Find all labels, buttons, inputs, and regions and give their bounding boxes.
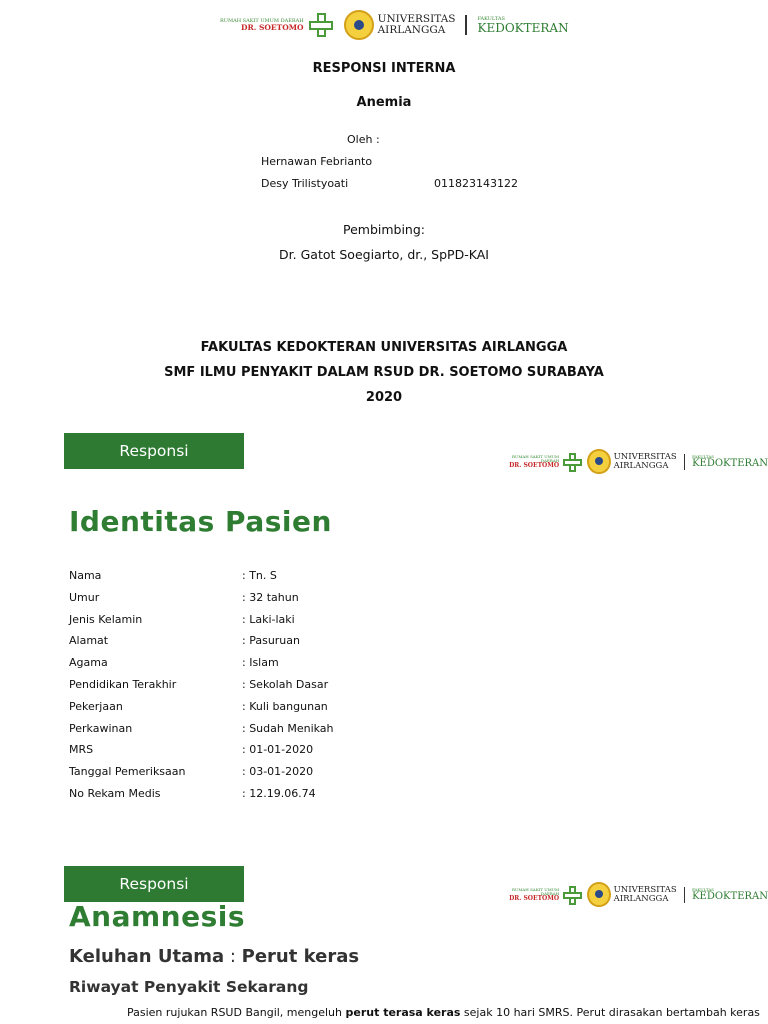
hospital-cross-icon [562, 452, 580, 472]
history-heading: Riwayat Penyakit Sekarang [69, 978, 309, 996]
author-name: Hernawan Febrianto [261, 155, 373, 168]
document-topic: Anemia [356, 95, 412, 110]
institution-line: SMF ILMU PENYAKIT DALAM RSUD DR. SOETOMO SURABAYA [164, 365, 604, 380]
author-name: Desy Trilistyoati [261, 177, 349, 190]
institution-logo: RUMAH SAKIT UMUM DAERAH DR. SOETOMO UNIVERSITAS AIRLANGGA FAKULTAS KEDOKTERAN [498, 882, 768, 907]
university-seal-icon [587, 449, 610, 474]
chief-complaint-label: Keluhan Utama [69, 946, 225, 967]
hospital-cross-icon [562, 885, 580, 905]
row-label: Pendidikan Terakhir [69, 678, 177, 691]
section-heading: Identitas Pasien [69, 505, 332, 538]
history-paragraph: Pasien rujukan RSUD Bangil, mengeluh perut terasa keras sejak 10 hari SMRS. Perut dirasakan bertambah keras [127, 1006, 760, 1019]
university-seal-icon [587, 882, 610, 907]
author-id: 011823143122 [434, 177, 518, 190]
row-value: : Islam [242, 656, 279, 670]
supervisor-label: Pembimbing: [342, 222, 426, 237]
row-label: MRS [69, 743, 94, 757]
row-label: Tanggal Pemeriksaan [69, 765, 186, 779]
row-value: : Kuli bangunan [242, 699, 328, 713]
row-value: : Tn. S [242, 569, 277, 582]
document-year: 2020 [365, 390, 403, 405]
logo-divider [684, 887, 685, 903]
institution-logo: RUMAH SAKIT UMUM DAERAH DR. SOETOMO UNIVERSITAS AIRLANGGA FAKULTAS KEDOKTERAN [220, 10, 569, 40]
chief-complaint: Keluhan Utama : Perut keras [69, 946, 360, 967]
chief-complaint-value: Perut keras [241, 946, 360, 967]
supervisor-name: Dr. Gatot Soegiarto, dr., SpPD-KAI [279, 247, 489, 262]
section-tag: Responsi [64, 433, 244, 469]
by-label: Oleh : [347, 133, 380, 146]
logo-divider [465, 15, 467, 35]
row-value: : 12.19.06.74 [242, 787, 316, 800]
section-tag: Responsi [64, 866, 244, 902]
logo-divider [684, 454, 685, 470]
row-value: : Sudah Menikah [242, 721, 334, 735]
university-seal-icon [344, 10, 374, 40]
hospital-cross-icon [308, 12, 334, 38]
row-label: Umur [69, 590, 100, 604]
row-label: Agama [69, 656, 108, 670]
row-label: Nama [69, 569, 102, 582]
institution-logo: RUMAH SAKIT UMUM DAERAH DR. SOETOMO UNIVERSITAS AIRLANGGA FAKULTAS KEDOKTERAN [498, 449, 768, 474]
row-value: : 01-01-2020 [242, 743, 314, 757]
row-value: : 03-01-2020 [242, 765, 314, 779]
row-label: No Rekam Medis [69, 787, 161, 800]
section-heading: Anamnesis [69, 900, 246, 933]
row-value: : 32 tahun [242, 590, 299, 604]
row-value: : Laki-laki [242, 612, 295, 626]
row-label: Pekerjaan [69, 699, 123, 713]
institution-line: FAKULTAS KEDOKTERAN UNIVERSITAS AIRLANGGA [200, 340, 568, 355]
row-label: Jenis Kelamin [69, 612, 143, 626]
row-label: Perkawinan [69, 721, 133, 735]
row-label: Alamat [69, 634, 109, 648]
row-value: : Sekolah Dasar [242, 678, 329, 691]
row-value: : Pasuruan [242, 634, 300, 648]
document-type: RESPONSI INTERNA [312, 61, 456, 76]
